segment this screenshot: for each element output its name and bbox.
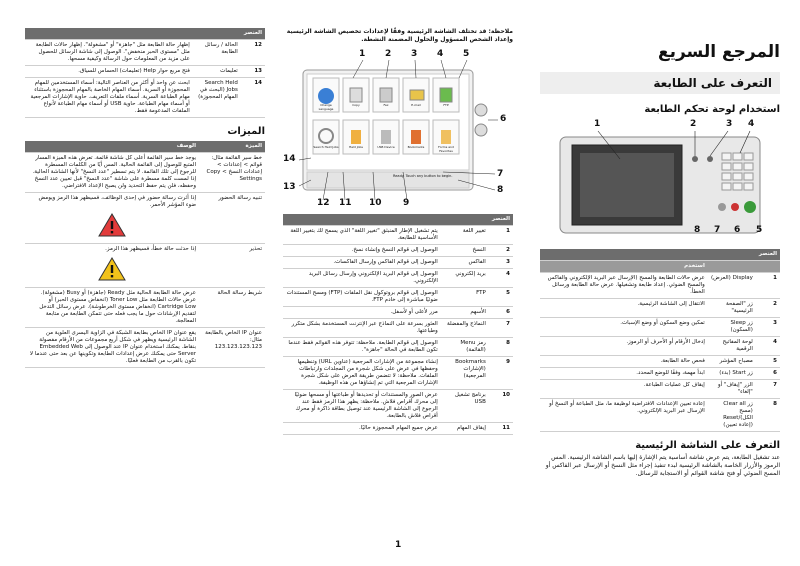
row-description: إظهار حالة الطابعة مثل "جاهزة" أو "مشغولة". إظهار حالات الطابعة مثل "مستوى الحبر منخفض". الوصول إلى شاشة الرسائل للحصول على مزيد من المعلومات حول الرسالة وكيفية مسحها. — [25, 40, 193, 66]
feature-name: شريط رسالة الحالة — [199, 288, 265, 328]
home-table-body — [283, 226, 513, 435]
screen-callout-3: 3 — [411, 49, 418, 59]
row-description: الانتقال إلى الشاشة الرئيسية. — [540, 299, 708, 318]
home-heading: التعرف على الشاشة الرئيسية — [635, 440, 780, 451]
panel-callout-2: 2 — [690, 119, 697, 129]
row-description: فحص حالة الطابعة. — [540, 356, 708, 368]
home-tile-label: USB Device — [377, 145, 395, 149]
row-description: إنشاء مجموعة من الإشارات المرجعية (عناوين URL) وتنظيمها وحفظها في عرض على شكل شجرة من المجلدات وارتباطات الملفات. ملاحظة: لا تتضمن طريقة العرض على شكل شجرة الإشارات المرجعية التي تم إنشاؤها من هذه الوظيفة. — [283, 357, 441, 390]
panel-table — [540, 249, 780, 432]
row-number: 14 — [241, 78, 265, 118]
row-description: الوصول إلى قوائم البريد الإلكتروني وإرسال رسائل البريد الإلكتروني. — [283, 269, 441, 288]
table-row — [25, 40, 265, 66]
row-number: 13 — [241, 66, 265, 78]
features-th-desc: الوصف — [25, 141, 199, 153]
th-desc — [540, 249, 708, 261]
home-tile-label: Held Jobs — [349, 145, 363, 149]
mid-th-name — [441, 214, 489, 226]
screen-callout-11: 11 — [339, 198, 352, 208]
home-tile-label: FTP — [443, 103, 449, 107]
mid-th-desc — [283, 214, 441, 226]
row-number: 1 — [489, 226, 513, 245]
row-number: 10 — [489, 390, 513, 423]
left-th-num: العنصر — [241, 28, 265, 40]
row-description: ابحث عن واحد أو أكثر من العناصر التالية: أسماء المستخدمين للمهام المحجوزة أو السرية. أسماء المهام الخاصة بالمهام المحجوزة باستثناء مهام الطباعة السرية. أسماء ملفات التعريف. حاوية الإشارات المرجعية أو أسماء مهام الطباعة. حاوية USB أو أسماء مهام الطباعة لأنواع الملفات المدعومة فقط. — [25, 78, 193, 118]
row-name: Bookmarks (الإشارات المرجعية) — [441, 357, 489, 390]
screen-status-text: Ready. Touch any button to begin. — [393, 174, 453, 178]
row-number: 4 — [489, 269, 513, 288]
row-description: فتح مربع حوار Help (تعليمات) الحساس للسياق. — [25, 66, 193, 78]
row-name: بريد إلكتروني — [441, 269, 489, 288]
row-description: إدخال الأرقام أو الأحرف أو الرموز. — [540, 337, 708, 356]
attention-icon — [98, 213, 126, 237]
row-name: إيقاف المهام — [441, 423, 489, 435]
row-number: 8 — [756, 399, 780, 432]
right-column — [540, 28, 780, 478]
row-name: النسخ — [441, 245, 489, 257]
features-heading: الميزات — [227, 126, 265, 137]
row-number: 11 — [489, 423, 513, 435]
row-number: 4 — [756, 337, 780, 356]
feature-description-text: إذا أثرت رسالة حضور في إحدى الوظائف، فسيظهر هذا الرمز ويومض ضوء المؤشر الأحمر. — [38, 195, 196, 208]
feature-description-text: يقع عنوان IP الخاص بطابعة الشبكة في الزاوية اليسرى العلوية من الشاشة الرئيسية ويظهر في شكل أربع مجموعات من الأرقام مفصولة بنقاط. يمكنك استخدام عنوان IP عند الوصول إلى Embedded Web Server حتى يمكنك عرض إعدادات الطابعة وتكوينها عن بعد حتى عندما لا تكون بالقرب من الطابعة فعليًا. — [29, 330, 196, 364]
home-table-continued-body — [25, 40, 265, 118]
row-number: 6 — [756, 368, 780, 380]
row-number: 3 — [489, 257, 513, 269]
row-description: إيقاف كل عمليات الطباعة. — [540, 380, 708, 399]
row-name: الزر "إيقاف" أو "إلغاء" — [708, 380, 756, 399]
panel-heading: استخدام لوحة تحكم الطابعة — [644, 104, 780, 115]
control-panel-figure — [550, 119, 770, 239]
row-name: لوحة المفاتيح الرقمية — [708, 337, 756, 356]
features-table — [25, 141, 265, 368]
row-name: الحالة / رسائل الطابعة — [193, 40, 241, 66]
home-tile-label: Copy — [352, 103, 360, 107]
row-name: الفاكس — [441, 257, 489, 269]
control-panel-drawing — [550, 119, 770, 239]
row-name: النماذج والمفضلة — [441, 319, 489, 338]
row-name: برنامج تشغيل USB — [441, 390, 489, 423]
feature-description-text: يوجد خط سير القائمة أعلى كل شاشة قائمة. تعرض هذه الميزة المسار المتبع للوصول إلى القائمة الحالية. المس أيًا من الكلمات المسطرة للرجوع إلى تلك القائمة. لا يتم تسطير "عدد النسخ" لأنها الشاشة الحالية. إذا لمست كلمة مسطرة على شاشة "عدد النسخ" قبل تعيين عدد النسخ وحفظه، فلن يتم حفظ التحديد ولن يصبح الإعداد الافتراضي. — [32, 155, 196, 189]
left-column — [25, 28, 265, 368]
table-row — [283, 269, 513, 288]
row-name: زر Clear all (مسح الكل)/Reset (إعادة تعيين) — [708, 399, 756, 432]
feature-row — [25, 153, 265, 193]
feature-row — [25, 193, 265, 244]
home-table — [283, 214, 513, 435]
screen-callout-14: 14 — [283, 154, 296, 164]
home-table-continued — [25, 28, 265, 118]
feature-description — [25, 193, 199, 244]
row-name: زر Sleep (السكون) — [708, 318, 756, 337]
row-name: رمز Menu (القائمة) — [441, 338, 489, 357]
home-tile-label: Bookmarks — [407, 145, 425, 149]
table-row — [283, 390, 513, 423]
mid-th-num: العنصر — [489, 214, 513, 226]
table-row — [540, 399, 780, 432]
row-number: 8 — [489, 338, 513, 357]
feature-description — [25, 153, 199, 193]
table-row — [283, 257, 513, 269]
row-name: تغيير اللغة — [441, 226, 489, 245]
row-name: زر "الصفحة الرئيسية" — [708, 299, 756, 318]
features-table-body — [25, 153, 265, 368]
panel-callout-8: 8 — [694, 225, 701, 235]
home-tile-label: Search Held Jobs — [313, 145, 339, 149]
table-row — [283, 423, 513, 435]
document-title: المرجع السريع — [657, 42, 780, 62]
th-num: العنصر — [756, 249, 780, 261]
row-number: 7 — [756, 380, 780, 399]
screen-callout-7: 7 — [497, 169, 504, 179]
sub-num — [756, 261, 780, 273]
row-description: إعادة تعيين الإعدادات الافتراضية لوظيفة ما، مثل الطباعة أو النسخ أو الإرسال عبر البريد الإلكتروني. — [540, 399, 708, 432]
panel-callout-4: 4 — [748, 119, 755, 129]
table-row — [540, 273, 780, 299]
row-number: 7 — [489, 319, 513, 338]
section-band: التعرف على الطابعة — [540, 72, 780, 94]
feature-name: خط سير القائمة مثال: قوائم > إعدادات > إعدادات النسخ > Copy Settings — [199, 153, 265, 193]
home-tile-label: Forms and Favorites — [438, 145, 454, 153]
feature-name: تحذير — [199, 244, 265, 288]
screen-callout-13: 13 — [283, 182, 296, 192]
feature-name: عنوان IP الخاص بالطابعة مثال: 123.123.123.123 — [199, 328, 265, 368]
table-row — [540, 380, 780, 399]
home-screen-drawing — [283, 48, 513, 208]
row-number: 2 — [756, 299, 780, 318]
row-number: 6 — [489, 307, 513, 319]
row-number: 9 — [489, 357, 513, 390]
row-name: تعليمات — [193, 66, 241, 78]
screen-callout-8: 8 — [497, 185, 504, 195]
row-description: مرر لأعلى أو لأسفل. — [283, 307, 441, 319]
screen-callout-1: 1 — [359, 49, 366, 59]
home-paragraph: عند تشغيل الطابعة، يتم عرض شاشة أساسية يتم الإشارة إليها باسم الشاشة الرئيسية. المس الرموز والأزرار الخاصة بالشاشة الرئيسية لبدء تنفيذ إجراء مثل النسخ أو الإرسال عبر الفاكس أو المسح الضوئي أو فتح شاشة القوائم أو الاستجابة للرسائل. — [545, 454, 780, 477]
feature-row — [25, 244, 265, 288]
page-number: 1 — [395, 540, 402, 550]
row-number: 12 — [241, 40, 265, 66]
table-row — [540, 368, 780, 380]
row-name: مصباح المؤشر — [708, 356, 756, 368]
panel-table-body — [540, 273, 780, 432]
feature-row — [25, 288, 265, 328]
sub-name — [708, 261, 756, 273]
left-th-desc — [25, 28, 193, 40]
home-note: ملاحظة: قد تختلف الشاشة الرئيسية وفقًا لإعدادات تخصيص الشاشة الرئيسية وإعداد الشخص المسؤول والحلول المضمنة النشطة. — [286, 28, 513, 43]
feature-description — [25, 244, 199, 288]
row-number: 5 — [489, 288, 513, 307]
table-row — [283, 226, 513, 245]
table-row — [283, 288, 513, 307]
row-number: 3 — [756, 318, 780, 337]
feature-description-text: عرض حالة الطابعة الحالية مثل Ready (جاهزة) أو Busy (مشغولة). عرض حالات الطابعة مثل Toner Low (انخفاض مستوى الحبر) أو Cartridge Low (انخفاض مستوى الخرطوشة). عرض رسائل التدخل لتقديم الإرشادات حول ما يجب فعله حتى تتمكن الطابعة من متابعة المعالجة. — [39, 290, 196, 324]
panel-callout-1: 1 — [594, 119, 601, 129]
row-description: تمكين وضع السكون أو وضع الإسبات. — [540, 318, 708, 337]
screen-callout-6: 6 — [500, 114, 507, 124]
sub-desc: استخدم — [540, 261, 708, 273]
screen-callout-12: 12 — [317, 198, 330, 208]
table-row — [283, 307, 513, 319]
screen-callout-10: 10 — [369, 198, 382, 208]
row-description: عرض الصور والمستندات أو تحديدها أو طباعتها أو مسحها ضوئيًا إلى محرك أقراص فلاش. ملاحظة: يظهر هذا الرمز فقط عند الرجوع إلى الشاشة الرئيسية عند توصيل بطاقة ذاكرة أو محرك أقراص فلاش بالطابعة. — [283, 390, 441, 423]
home-tile-label: E-mail — [411, 103, 421, 107]
row-description: يتم تشغيل الإطار المنبثق "تغيير اللغة" الذي يسمح لك بتغيير اللغة الأساسية للطابعة. — [283, 226, 441, 245]
screen-callout-4: 4 — [437, 49, 444, 59]
feature-description-text: إذا حدثت حالة خطأ، فسيظهر هذا الرمز. — [105, 246, 196, 252]
screen-callout-2: 2 — [385, 49, 392, 59]
table-row — [283, 357, 513, 390]
home-screen-figure — [283, 48, 513, 208]
row-description: عرض حالات الطابعة والمسح (الإرسال عبر البريد الإلكتروني والفاكس والمسح الضوئي. إعداد طابعة وتشغيلها. عرض حالة الطابعة ورسائل الخطأ. — [540, 273, 708, 299]
panel-callout-3: 3 — [726, 119, 733, 129]
table-row — [540, 299, 780, 318]
table-row — [540, 337, 780, 356]
panel-callout-7: 7 — [714, 225, 721, 235]
panel-callout-6: 6 — [734, 225, 741, 235]
row-number: 2 — [489, 245, 513, 257]
middle-column — [283, 28, 513, 435]
row-description: ابدأ مهمة، وفقًا للوضع المحدد. — [540, 368, 708, 380]
row-number: 5 — [756, 356, 780, 368]
screen-callout-5: 5 — [463, 49, 470, 59]
th-name — [708, 249, 756, 261]
table-row — [283, 319, 513, 338]
table-row — [540, 356, 780, 368]
screen-callout-9: 9 — [403, 198, 410, 208]
row-description: الوصول إلى قوائم الطابعة. ملاحظة: تتوفر هذه القوائم فقط عندما تكون الطابعة في الحالة "جاهزة". — [283, 338, 441, 357]
features-th-name: الميزة — [199, 141, 265, 153]
table-row — [25, 66, 265, 78]
table-row — [25, 78, 265, 118]
row-number: 1 — [756, 273, 780, 299]
table-row — [283, 338, 513, 357]
feature-description — [25, 288, 199, 328]
row-name: Display (العرض) — [708, 273, 756, 299]
row-name: FTP — [441, 288, 489, 307]
row-description: الوصول إلى قوائم النسخ وإنشاء نسخ. — [283, 245, 441, 257]
row-description: الوصول إلى قوائم الفاكس وإرسال الفاكسات. — [283, 257, 441, 269]
warning-icon — [98, 257, 126, 281]
row-name: Search Held Jobs (البحث في المهام المحجوزة) — [193, 78, 241, 118]
row-name: الأسهم — [441, 307, 489, 319]
row-description: عرض جميع المهام المحجوزة حاليًا. — [283, 423, 441, 435]
feature-description — [25, 328, 199, 368]
left-th-name — [193, 28, 241, 40]
feature-row — [25, 328, 265, 368]
row-name: زر Start (بدء) — [708, 368, 756, 380]
feature-name: تنبيه رسالة الحضور — [199, 193, 265, 244]
row-description: العثور بسرعة على النماذج عبر الإنترنت المستخدمة بشكل متكرر وطباعتها. — [283, 319, 441, 338]
row-description: الوصول إلى قوائم بروتوكول نقل الملفات (FTP) ومسح المستندات ضوئيًا مباشرة إلى خادم FTP. — [283, 288, 441, 307]
home-tile-label: Fax — [383, 103, 389, 107]
table-row — [283, 245, 513, 257]
table-row — [540, 318, 780, 337]
panel-callout-5: 5 — [756, 225, 763, 235]
home-tile-label: Change Language — [318, 103, 334, 111]
